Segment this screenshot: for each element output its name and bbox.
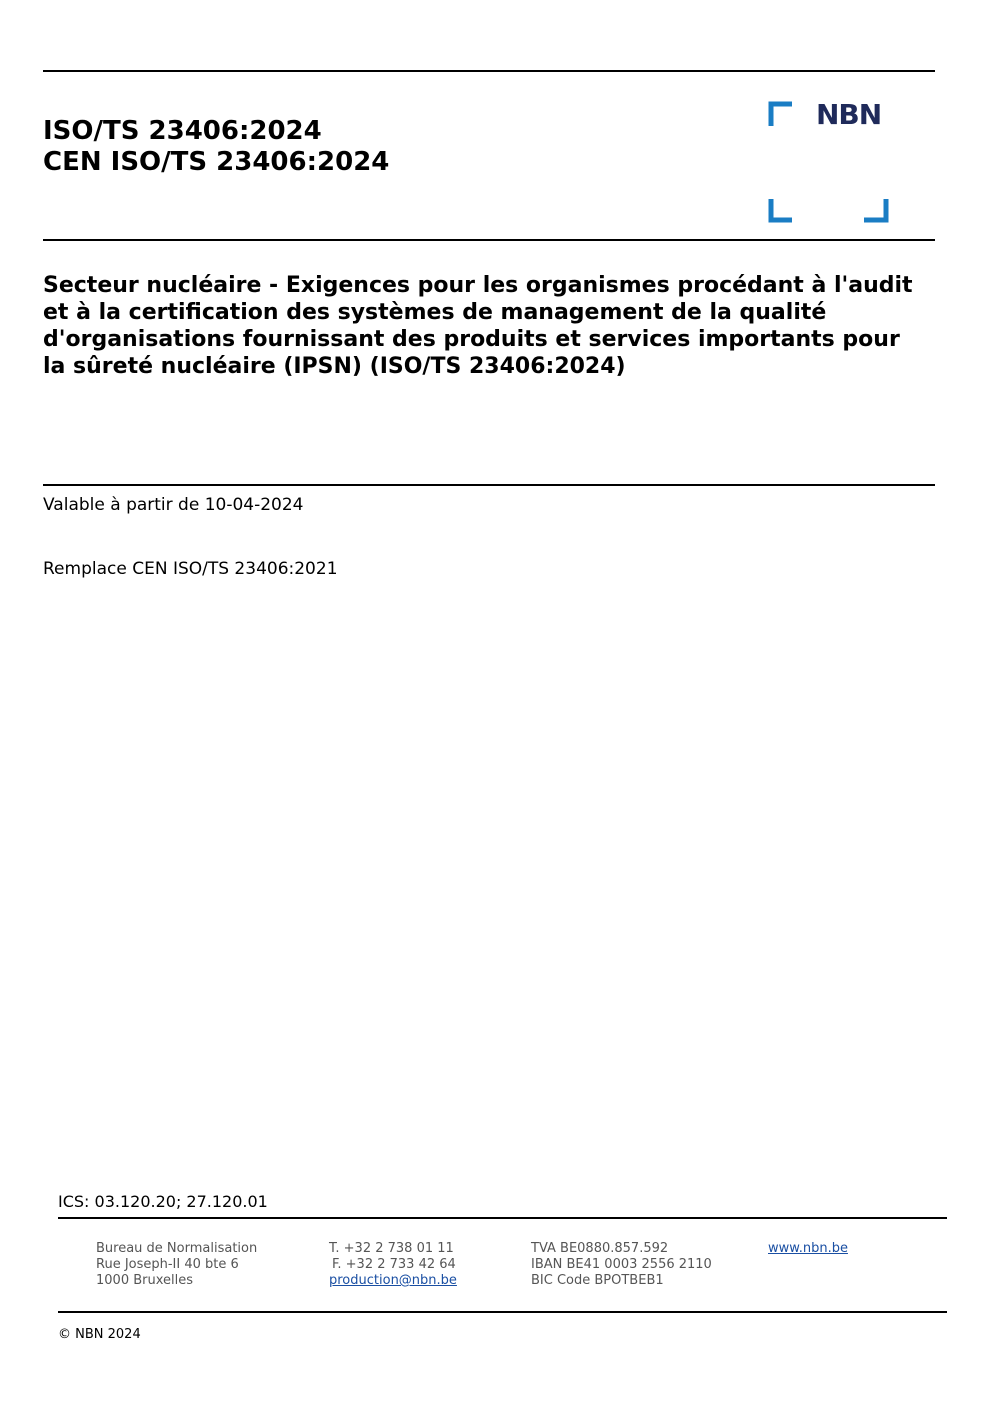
copyright: © NBN 2024 [58,1327,141,1342]
valid-from: Valable à partir de 10-04-2024 [43,495,304,515]
title-rule [43,484,935,486]
footer-web [768,1241,848,1257]
fax: F. +32 2 733 42 64 [332,1257,456,1272]
address-line: 1000 Bruxelles [96,1273,194,1288]
replaces: Remplace CEN ISO/TS 23406:2021 [43,559,338,579]
bic: BIC Code BPOTBEB1 [531,1273,664,1288]
ics-codes: ICS: 03.120.20; 27.120.01 [58,1192,268,1211]
address-line: Bureau de Normalisation [96,1241,258,1256]
footer-address [96,1241,257,1289]
logo-text: NBN [816,98,882,131]
website-link[interactable]: www.nbn.be [768,1241,848,1256]
footer-bottom-rule [58,1311,947,1313]
address-line: Rue Joseph-II 40 bte 6 [96,1257,239,1272]
document-title: Secteur nucléaire - Exigences pour les organismes procédant à l'audit et à la certification des systèmes de management de la qualité d'organisations fournissant des produits et services importants pour la sûreté nucléaire (IPSN) (ISO/TS 23406:2024) [43,273,913,379]
standard-iso-id: ISO/TS 23406:2024 [43,116,322,146]
email-link[interactable]: production@nbn.be [329,1273,457,1288]
footer-bank [531,1241,712,1289]
footer-contact [329,1241,457,1289]
phone: T. +32 2 738 01 11 [329,1241,454,1256]
footer-top-rule [58,1217,947,1219]
iban: IBAN BE41 0003 2556 2110 [531,1257,712,1272]
vat-number: TVA BE0880.857.592 [531,1241,669,1256]
standard-cen-id: CEN ISO/TS 23406:2024 [43,147,390,177]
header-rule [43,239,935,241]
standard-identifiers [43,116,389,178]
top-rule [43,70,935,72]
